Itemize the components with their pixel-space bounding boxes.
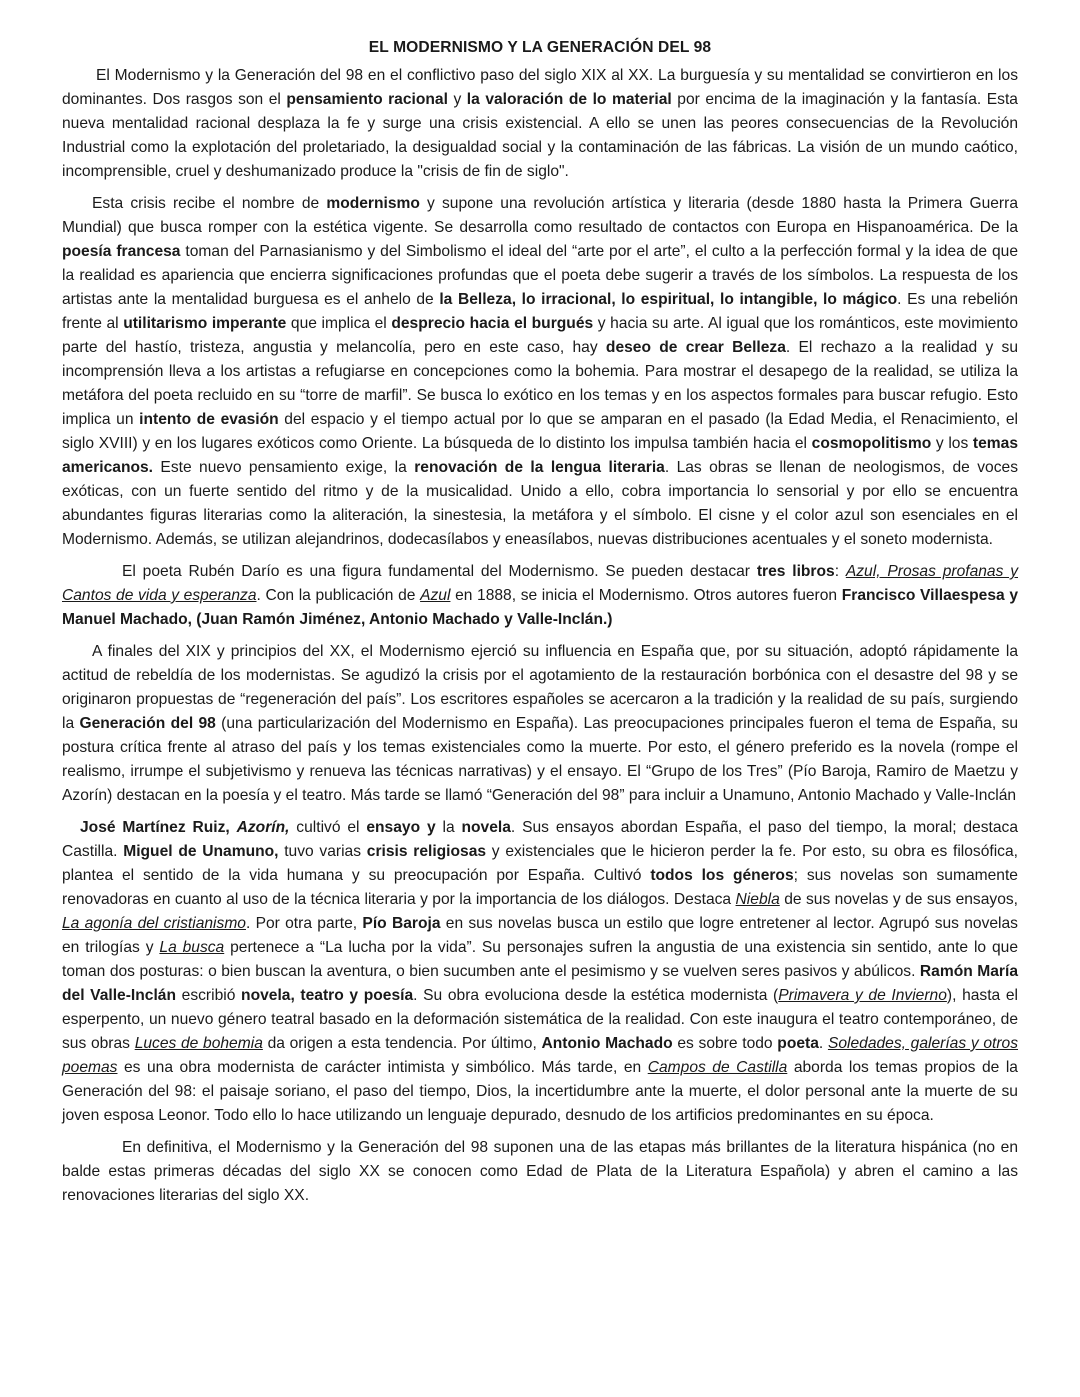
bold-text: modernismo <box>326 195 420 212</box>
bold-text: ensayo y <box>366 819 436 836</box>
book-title: Luces de bohemia <box>134 1035 263 1052</box>
bold-text: temas americanos. <box>62 435 1018 476</box>
bold-text: Ramón María del Valle-Inclán <box>62 963 1018 1004</box>
text-run: cultivó el <box>289 819 367 836</box>
bold-text: Francisco Villaespesa y Manuel Machado, (Juan Ramón Jiménez, Antonio Machado y Valle-Inclán.) <box>62 587 1018 628</box>
bold-text: novela <box>461 819 511 836</box>
text-run: en sus novelas busca un estilo que logre entretener al lector. Agrupó sus novelas en trilogías y <box>62 915 1018 956</box>
paragraph <box>62 560 1018 632</box>
text-run: y los <box>931 435 973 452</box>
text-run: Esta crisis recibe el nombre de <box>92 195 327 212</box>
text-run: El Modernismo y la Generación del 98 en el conflictivo paso del siglo XIX al XX. La burguesía y su mentalidad se convirtieron en los dominantes. Dos rasgos son el <box>62 67 1018 108</box>
book-title: Azul, Prosas profanas y Cantos de vida y esperanza <box>62 563 1018 604</box>
text-run: . Es una rebelión frente al <box>62 291 1018 332</box>
book-title: La busca <box>159 939 225 956</box>
text-run: . <box>818 1035 828 1052</box>
text-run: : <box>834 563 846 580</box>
paragraph <box>62 192 1018 552</box>
text-run: en 1888, se inicia el Modernismo. Otros autores fueron <box>450 587 842 604</box>
document-body <box>62 64 1018 1208</box>
text-run: y existenciales que le hicieron perder la fe. Por esto, su obra es filosófica, plantea el sentido de la vida humana y su preocupación por España. Cultivó <box>62 843 1018 884</box>
text-run: da origen a esta tendencia. Por último, <box>262 1035 542 1052</box>
bold-text: novela, teatro y poesía <box>241 987 414 1004</box>
text-run: por encima de la imaginación y la fantasía. Esta nueva mentalidad racional desplaza la fe y surge una crisis existencial. A ello se unen las peores consecuencias de la Revolución Industrial como la explotación del proletariado, la desigualdad social y la contaminación de las fábricas. La visión de un mundo caótico, incomprensible, cruel y deshumanizado produce la "crisis de fin de siglo". <box>62 91 1018 180</box>
book-title: Primavera y de Invierno <box>778 987 947 1004</box>
bold-text: todos los géneros <box>650 867 794 884</box>
bold-text: Pío Baroja <box>362 915 441 932</box>
bold-text: tres libros <box>756 563 835 580</box>
bold-text: poeta <box>777 1035 819 1052</box>
text-run: (una particularización del Modernismo en España). Las preocupaciones principales fueron el tema de España, su postura crítica frente al atraso del país y los temas existenciales como la muerte. Por esto, el género preferido es la novela (rompe el realismo, irrumpe el subjetivismo y renueva las técnicas narrativas) y el ensayo. El “Grupo de los Tres” (Pío Baroja, Ramiro de Maetzu y Azorín) destacan en la poesía y el teatro. Más tarde se llamó “Generación del 98” para incluir a Unamuno, Antonio Machado y Valle-Inclán <box>62 715 1018 804</box>
text-run: toman del Parnasianismo y del Simbolismo el ideal del “arte por el arte”, el culto a la perfección formal y la idea de que la realidad es apariencia que encierra significaciones profundas que el poeta debe sugerir a través de los símbolos. La respuesta de los artistas ante la mentalidad burguesa es el anhelo de <box>62 243 1018 308</box>
text-run: . Su obra evoluciona desde la estética modernista ( <box>413 987 779 1004</box>
text-run: pertenece a “La lucha por la vida”. Su personajes sufren la angustia de una existencia sin sentido, ante lo que toman dos posturas: o bien buscan la aventura, o bien sucumben ante el pesimismo y se vuelven seres pasivos y abúlicos. <box>62 939 1018 980</box>
bold-text: poesía francesa <box>62 243 181 260</box>
text-run: . Las obras se llenan de neologismos, de voces exóticas, con un fuerte sentido del ritmo y de la musicalidad. Unido a ello, cobra importancia lo sensorial y por ello se encuentra abundantes figuras literarias como la aliteración, la sinestesia, la metáfora y el símbolo. El cisne y el color azul son esenciales en el Modernismo. Además, se utilizan alejandrinos, dodecasílabos y eneasílabos, nuevas distribuciones acentuales y el soneto modernista. <box>62 459 1018 548</box>
paragraph <box>62 816 1018 1128</box>
bold-text: intento de evasión <box>139 411 279 428</box>
bold-text: desprecio hacia el burgués <box>391 315 594 332</box>
bold-text: Antonio Machado <box>541 1035 673 1052</box>
text-run: escribió <box>176 987 242 1004</box>
text-run: . Por otra parte, <box>245 915 363 932</box>
text-run: del espacio y el tiempo actual por lo que se amparan en el pasado (la Edad Media, el Renacimiento, el siglo XVIII) y en los lugares exóticos como Oriente. La búsqueda de lo distinto los impulsa también hacia el <box>62 411 1018 452</box>
book-title: Soledades, galerías y otros poemas <box>62 1035 1019 1076</box>
text-run: . Sus ensayos abordan España, el paso del tiempo, la moral; destaca Castilla. <box>62 819 1019 860</box>
text-run: tuvo varias <box>278 843 367 860</box>
bold-text: José Martínez Ruiz, <box>80 819 237 836</box>
book-title: Campos de Castilla <box>647 1059 788 1076</box>
bold-text: Miguel de Unamuno, <box>123 843 279 860</box>
paragraph <box>62 640 1018 808</box>
book-title: La agonía del cristianismo <box>62 915 246 932</box>
text-run: . Con la publicación de <box>256 587 421 604</box>
text-run: y <box>447 91 467 108</box>
text-run: Este nuevo pensamiento exige, la <box>153 459 415 476</box>
paragraph <box>62 64 1018 184</box>
text-run: de sus novelas y de sus ensayos, <box>779 891 1018 908</box>
text-run: El poeta Rubén Darío es una figura fundamental del Modernismo. Se pueden destacar <box>122 563 757 580</box>
text-run: ; sus novelas son sumamente renovadoras en cuanto al uso de la técnica literaria y por la importancia de los diálogos. Destaca <box>62 867 1018 908</box>
bold-text: deseo de crear Belleza <box>605 339 786 356</box>
bold-text: la Belleza, lo irracional, lo espiritual, lo intangible, lo mágico <box>439 291 898 308</box>
bold-text: la valoración de lo material <box>466 91 672 108</box>
text-run: que implica el <box>286 315 392 332</box>
document-title: EL MODERNISMO Y LA GENERACIÓN DEL 98 <box>368 39 712 56</box>
text-run: A finales del XIX y principios del XX, el Modernismo ejerció su influencia en España que, por su situación, adoptó rápidamente la actitud de rebeldía de los modernistas. Se agudizó la crisis por el agotamiento de la restauración borbónica con el desastre del 98 y se originaron propuestas de “regeneración del país”. Los escritores españoles se acercaron a la tradición y la realidad de su país, surgiendo la <box>62 643 1018 732</box>
bold-text: cosmopolitismo <box>811 435 932 452</box>
text-run: y supone una revolución artística y literaria (desde 1880 hasta la Primera Guerra Mundial) que busca romper con la estética vigente. Se desarrolla como resultado de contactos con Europa en Hispanoamérica. De la <box>62 195 1018 236</box>
bold-text: Generación del 98 <box>79 715 216 732</box>
bold-text: pensamiento racional <box>286 91 448 108</box>
text-run: aborda los temas propios de la Generación del 98: el paisaje soriano, el paso del tiempo, Dios, la incertidumbre ante la muerte, el dolor personal ante la muerte de su joven esposa Leonor. Todo ello lo hace utilizando un lenguaje depurado, desnudo de los artificios predominantes en su época. <box>62 1059 1018 1124</box>
bold-text: utilitarismo imperante <box>123 315 287 332</box>
text-run: es una obra modernista de carácter intimista y simbólico. Más tarde, en <box>117 1059 648 1076</box>
bold-text: renovación de la lengua literaria <box>414 459 665 476</box>
text-run: ), hasta el esperpento, un nuevo género teatral basado en la deformación sistemática de la realidad. Con este inaugura el teatro contemporáneo, de sus obras <box>62 987 1019 1052</box>
book-title: Niebla <box>735 891 780 908</box>
bold-italic-text: Azorín, <box>236 819 290 836</box>
text-run: . El rechazo a la realidad y su incomprensión lleva a los artistas a refugiarse en concepciones como la bohemia. Para mostrar el desapego de la realidad, se utiliza la metáfora del poeta recluido en su “torre de marfil”. Se busca lo exótico en los temas y en los aspectos formales para buscar refugio. Esto implica un <box>62 339 1018 428</box>
text-run: es sobre todo <box>672 1035 778 1052</box>
bold-text: crisis religiosas <box>366 843 487 860</box>
text-run: y hacia su arte. Al igual que los románticos, este movimiento parte del hastío, tristeza, angustia y melancolía, pero en este caso, hay <box>62 315 1019 356</box>
text-run: la <box>435 819 462 836</box>
text-run: En definitiva, el Modernismo y la Generación del 98 suponen una de las etapas más brillantes de la literatura hispánica (no en balde estas primeras décadas del siglo XX se conocen como Edad de Plata de la Literatura Española) y abren el camino a las renovaciones literarias del siglo XX. <box>62 1139 1018 1204</box>
paragraph <box>62 1136 1018 1208</box>
book-title: Azul <box>420 587 451 604</box>
